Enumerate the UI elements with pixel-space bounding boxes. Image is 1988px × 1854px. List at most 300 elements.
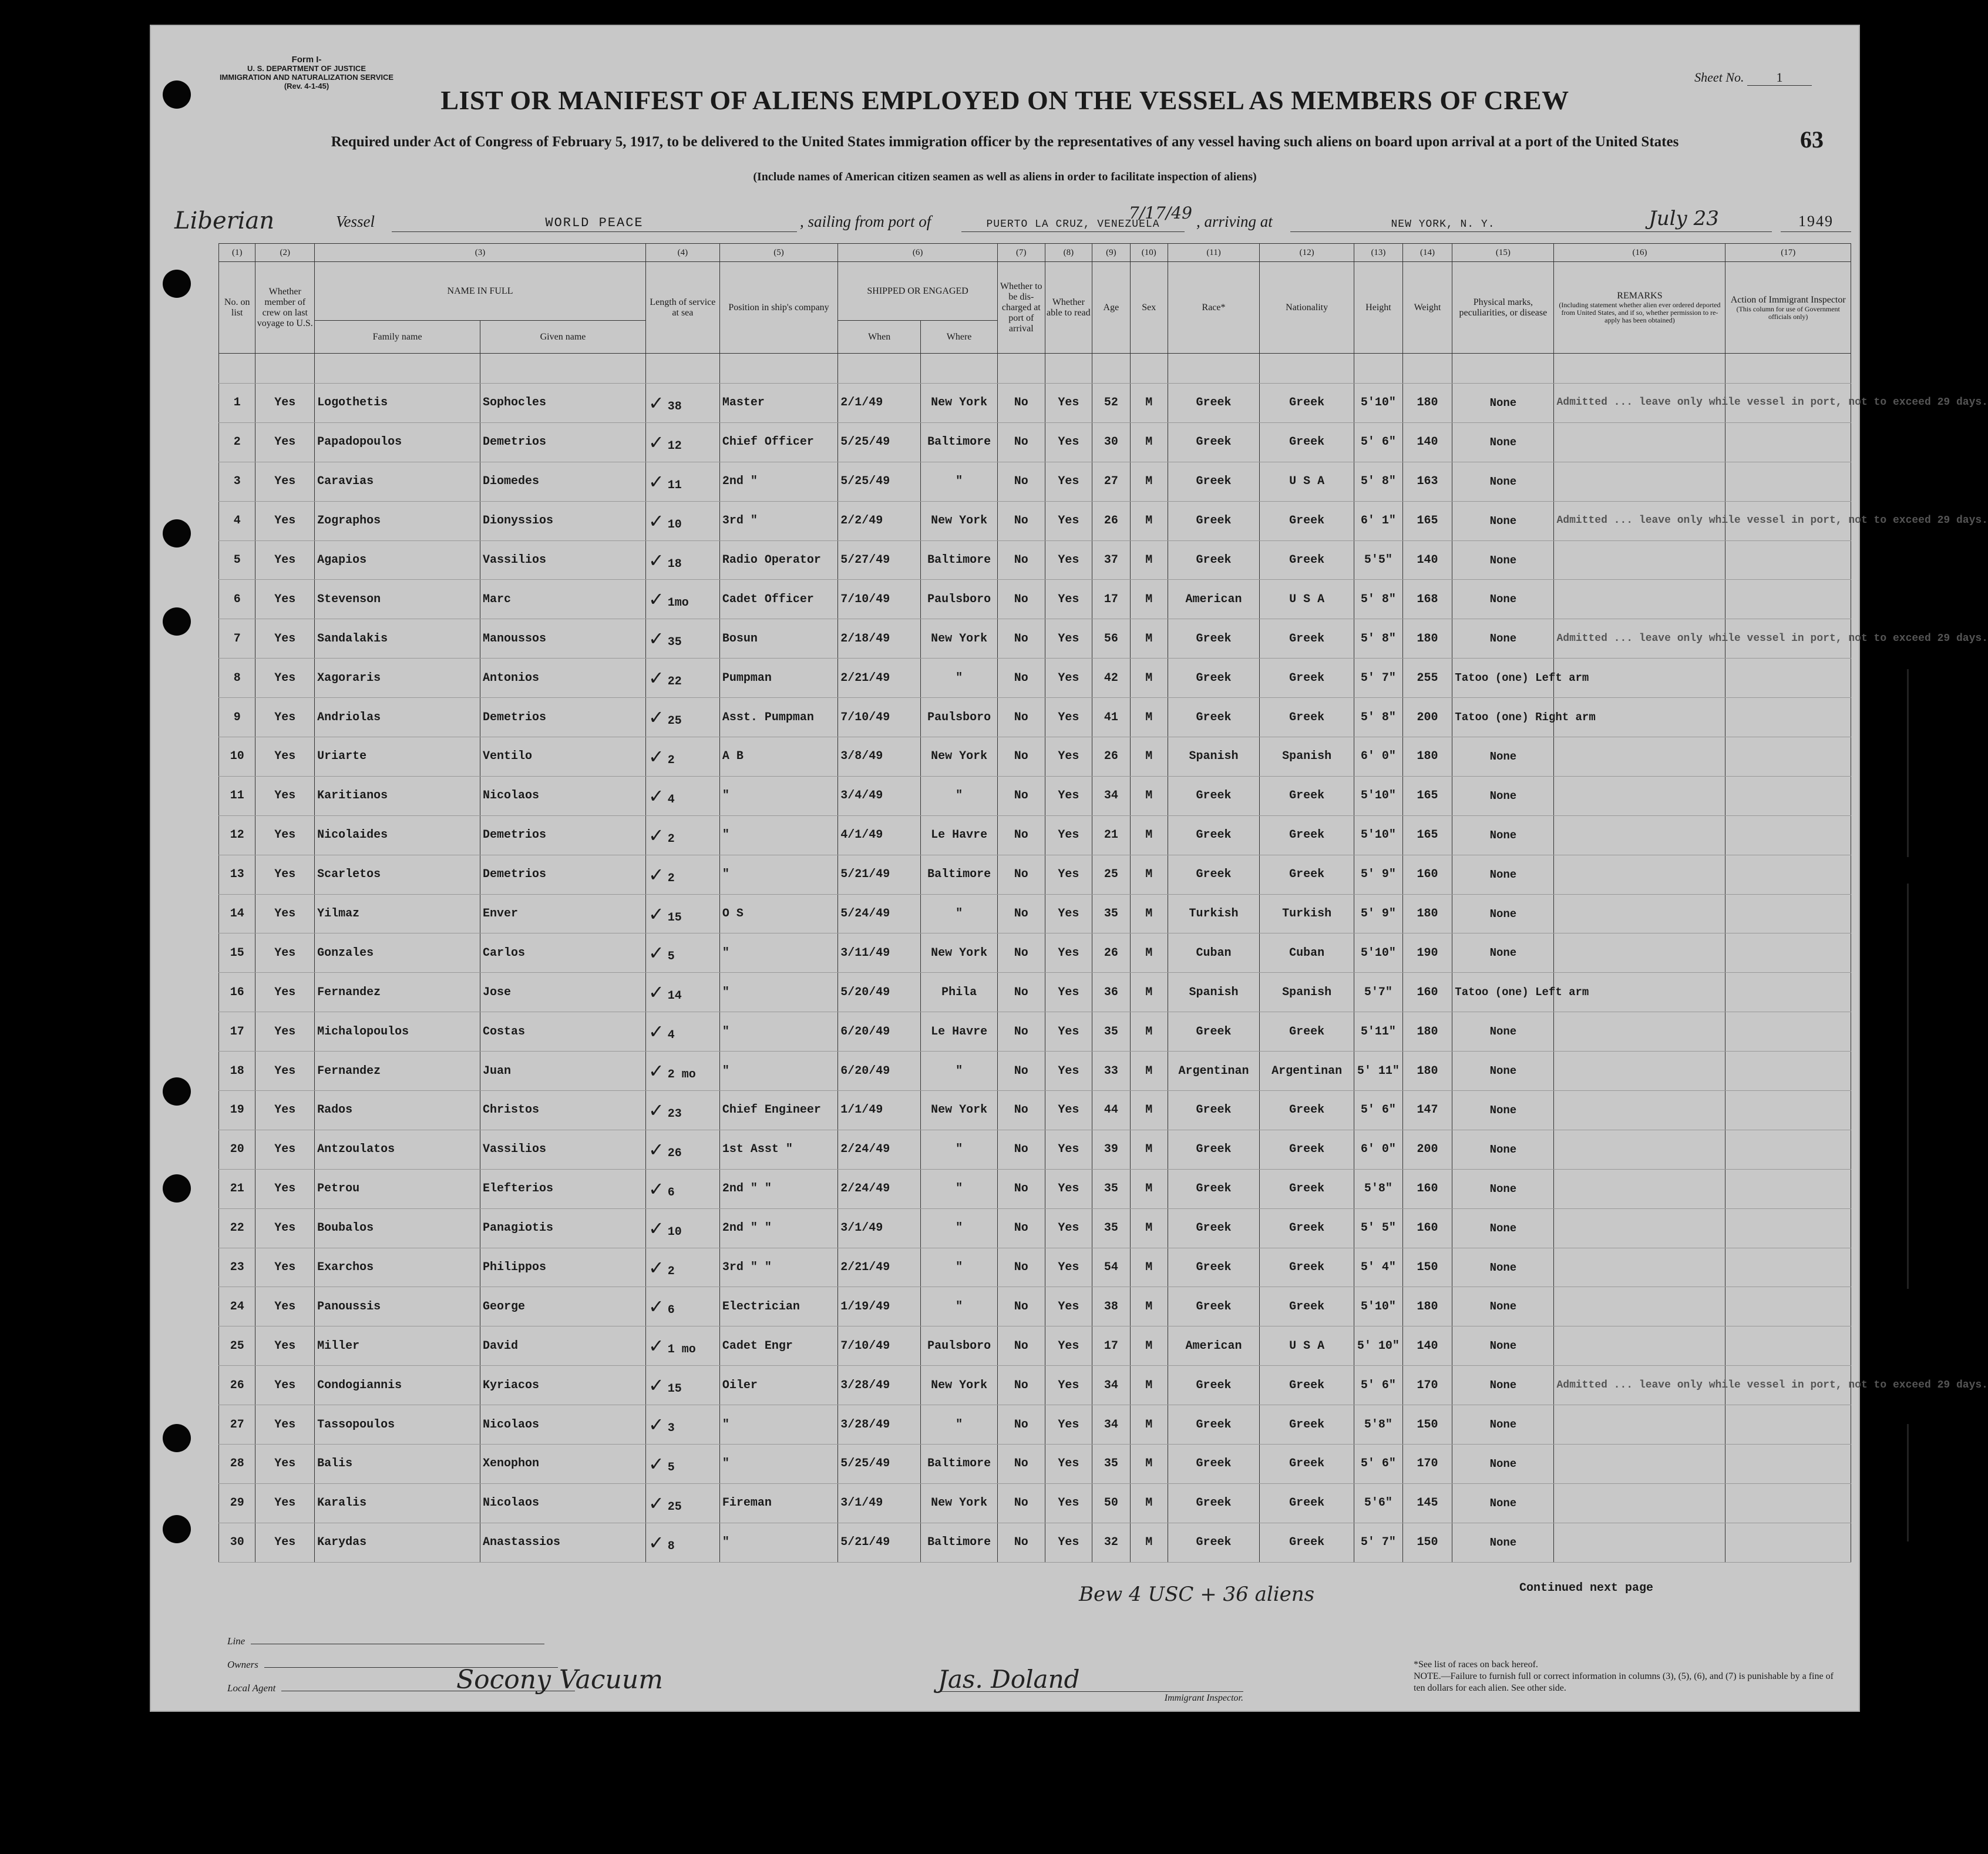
position-cell: 2nd " " — [719, 1169, 837, 1208]
inspector-label: Immigrant Inspector. — [938, 1691, 1243, 1704]
age-cell: 35 — [1092, 1208, 1130, 1248]
arriving-label: , arriving at — [1196, 213, 1273, 230]
family-name-cell: Uriarte — [315, 737, 480, 777]
family-name-cell: Agapios — [315, 540, 480, 580]
list-number-cell: 2 — [219, 422, 255, 462]
given-name-cell: Juan — [480, 1052, 646, 1091]
nationality-cell: Greek — [1260, 1208, 1354, 1248]
age-cell: 56 — [1092, 619, 1130, 659]
shipped-where-cell: " — [921, 1208, 998, 1248]
age-cell: 50 — [1092, 1483, 1130, 1523]
race-cell: Greek — [1168, 1130, 1260, 1169]
penalty-note: NOTE.—Failure to furnish full or correct information in columns (3), (5), (6), and (7) is punishable by a fine of ten dollars for each alien. See other side. — [1414, 1671, 1834, 1693]
service-value: 2 — [667, 871, 675, 885]
nationality-cell: Greek — [1260, 659, 1354, 698]
footnote — [1414, 1659, 1836, 1694]
list-number-cell: 7 — [219, 619, 255, 659]
length-of-service-cell — [645, 815, 719, 855]
height-cell: 5'5" — [1354, 540, 1403, 580]
service-value: 4 — [667, 1029, 675, 1043]
shipped-where-cell: Baltimore — [921, 540, 998, 580]
table-row — [219, 580, 1851, 619]
family-name-cell: Karydas — [315, 1523, 480, 1562]
able-to-read-cell: Yes — [1045, 501, 1092, 540]
length-of-service-cell — [645, 1130, 719, 1169]
age-cell: 21 — [1092, 815, 1130, 855]
checkmark-icon: ✓ — [648, 627, 664, 650]
table-row — [219, 1130, 1851, 1169]
weight-cell: 165 — [1402, 776, 1452, 815]
sheet-number — [1694, 70, 1812, 86]
race-cell: Greek — [1168, 1445, 1260, 1484]
family-name-cell: Boubalos — [315, 1208, 480, 1248]
vessel-label: Vessel — [336, 213, 375, 230]
nationality-cell: Greek — [1260, 1483, 1354, 1523]
position-cell: A B — [719, 737, 837, 777]
shipped-where-cell: " — [921, 1287, 998, 1326]
able-to-read-cell: Yes — [1045, 462, 1092, 501]
position-cell: 1st Asst " — [719, 1130, 837, 1169]
checkmark-icon: ✓ — [648, 824, 664, 847]
arrival-year: 1949 — [1781, 213, 1851, 232]
col-member-last-voyage: Whether member of crew on last voyage to U.S. — [255, 262, 315, 354]
nationality-cell: Spanish — [1260, 973, 1354, 1012]
blank-row — [219, 354, 1851, 384]
shipped-when-cell: 5/27/49 — [838, 540, 921, 580]
shipped-where-cell: Baltimore — [921, 855, 998, 894]
given-name-cell: Elefterios — [480, 1169, 646, 1208]
physical-marks-cell: None — [1452, 1326, 1554, 1366]
shipped-where-cell: " — [921, 1130, 998, 1169]
position-cell: " — [719, 1523, 837, 1562]
remarks-cell — [1554, 1445, 1725, 1484]
weight-cell: 140 — [1402, 1326, 1452, 1366]
height-cell: 5' 9" — [1354, 855, 1403, 894]
sex-cell: M — [1130, 1445, 1168, 1484]
shipped-when-cell: 7/10/49 — [838, 580, 921, 619]
age-cell: 36 — [1092, 973, 1130, 1012]
service-value: 10 — [667, 1225, 682, 1239]
form-revision: (Rev. 4-1-45) — [284, 82, 329, 90]
col-height: Height — [1354, 262, 1403, 354]
position-cell: 2nd " — [719, 462, 837, 501]
age-cell: 26 — [1092, 501, 1130, 540]
weight-cell: 170 — [1402, 1445, 1452, 1484]
to-be-discharged-cell: No — [998, 659, 1045, 698]
physical-marks-cell: None — [1452, 1091, 1554, 1130]
given-name-cell: Xenophon — [480, 1445, 646, 1484]
table-row — [219, 384, 1851, 423]
shipped-when-cell: 1/19/49 — [838, 1287, 921, 1326]
nationality-cell: Greek — [1260, 776, 1354, 815]
colnum-17: (17) — [1725, 244, 1851, 262]
remarks-cell — [1554, 422, 1725, 462]
age-cell: 35 — [1092, 1445, 1130, 1484]
table-row — [219, 1445, 1851, 1484]
height-cell: 5' 6" — [1354, 1445, 1403, 1484]
shipped-when-cell: 4/1/49 — [838, 815, 921, 855]
given-name-cell: Nicolaos — [480, 1405, 646, 1445]
action-instructions: (This column for use of Government officials only) — [1736, 304, 1840, 321]
height-cell: 5'8" — [1354, 1169, 1403, 1208]
given-name-cell: Demetrios — [480, 422, 646, 462]
physical-marks-cell: None — [1452, 422, 1554, 462]
able-to-read-cell: Yes — [1045, 815, 1092, 855]
race-cell: Greek — [1168, 1366, 1260, 1405]
to-be-discharged-cell: No — [998, 973, 1045, 1012]
to-be-discharged-cell: No — [998, 855, 1045, 894]
table-row — [219, 973, 1851, 1012]
member-last-voyage-cell: Yes — [255, 501, 315, 540]
able-to-read-cell: Yes — [1045, 540, 1092, 580]
action-heading: Action of Immigrant Inspector — [1730, 294, 1846, 305]
height-cell: 5' 7" — [1354, 1523, 1403, 1562]
weight-cell: 180 — [1402, 619, 1452, 659]
physical-marks-cell: None — [1452, 1169, 1554, 1208]
weight-cell: 180 — [1402, 1287, 1452, 1326]
crew-table-body — [219, 354, 1988, 1563]
shipped-when-cell: 5/24/49 — [838, 894, 921, 933]
remarks-cell — [1554, 815, 1725, 855]
list-number-cell: 11 — [219, 776, 255, 815]
physical-marks-cell: None — [1452, 580, 1554, 619]
length-of-service-cell — [645, 1483, 719, 1523]
to-be-discharged-cell: No — [998, 384, 1045, 423]
height-cell: 5' 6" — [1354, 422, 1403, 462]
length-of-service-cell — [645, 973, 719, 1012]
weight-cell: 180 — [1402, 894, 1452, 933]
service-value: 35 — [667, 636, 682, 650]
height-cell: 5'10" — [1354, 776, 1403, 815]
table-row — [219, 1523, 1851, 1562]
sex-cell: M — [1130, 1130, 1168, 1169]
sex-cell: M — [1130, 1091, 1168, 1130]
position-cell: Fireman — [719, 1483, 837, 1523]
list-number-cell: 3 — [219, 462, 255, 501]
remarks-cell — [1554, 1248, 1725, 1287]
service-value: 2 mo — [667, 1068, 696, 1082]
sex-cell: M — [1130, 855, 1168, 894]
family-name-cell: Papadopoulos — [315, 422, 480, 462]
table-row — [219, 1248, 1851, 1287]
colnum-3: (3) — [315, 244, 646, 262]
remarks-cell — [1554, 1326, 1725, 1366]
shipped-when-cell: 2/21/49 — [838, 659, 921, 698]
able-to-read-cell: Yes — [1045, 1287, 1092, 1326]
length-of-service-cell — [645, 933, 719, 973]
colnum-7: (7) — [998, 244, 1045, 262]
position-cell: " — [719, 1012, 837, 1052]
col-nationality: Nationality — [1260, 262, 1354, 354]
service-value: 11 — [667, 478, 682, 492]
height-cell: 5' 4" — [1354, 1248, 1403, 1287]
physical-marks-cell: None — [1452, 1483, 1554, 1523]
checkmark-icon: ✓ — [648, 588, 664, 611]
given-name-cell: Antonios — [480, 659, 646, 698]
family-name-cell: Zographos — [315, 501, 480, 540]
shipped-where-cell: Baltimore — [921, 1445, 998, 1484]
weight-cell: 140 — [1402, 422, 1452, 462]
given-name-cell: Diomedes — [480, 462, 646, 501]
shipped-when-cell: 3/4/49 — [838, 776, 921, 815]
col-shipped-engaged: SHIPPED OR ENGAGED — [838, 262, 998, 321]
member-last-voyage-cell: Yes — [255, 973, 315, 1012]
sex-cell: M — [1130, 1169, 1168, 1208]
shipped-when-cell: 3/1/49 — [838, 1483, 921, 1523]
to-be-discharged-cell: No — [998, 1248, 1045, 1287]
able-to-read-cell: Yes — [1045, 659, 1092, 698]
table-row — [219, 1012, 1851, 1052]
given-name-cell: Manoussos — [480, 619, 646, 659]
age-cell: 42 — [1092, 659, 1130, 698]
col-no-on-list: No. on list — [219, 262, 255, 354]
sex-cell: M — [1130, 1012, 1168, 1052]
sex-cell: M — [1130, 580, 1168, 619]
checkmark-icon: ✓ — [648, 1217, 664, 1240]
service-value: 8 — [667, 1539, 675, 1553]
given-name-cell: George — [480, 1287, 646, 1326]
given-name-cell: Panagiotis — [480, 1208, 646, 1248]
physical-marks-cell: None — [1452, 1012, 1554, 1052]
race-cell: Greek — [1168, 462, 1260, 501]
height-cell: 5'11" — [1354, 1012, 1403, 1052]
checkmark-icon: ✓ — [648, 1177, 664, 1200]
table-row — [219, 1208, 1851, 1248]
remarks-cell — [1554, 1523, 1725, 1562]
weight-cell: 163 — [1402, 462, 1452, 501]
list-number-cell: 17 — [219, 1012, 255, 1052]
page-subnote: (Include names of American citizen seamen as well as aliens in order to facilitate inspection of aliens) — [753, 170, 1257, 183]
page-subtitle: Required under Act of Congress of February 5, 1917, to be delivered to the United States immigration officer by the representatives of any vessel having such aliens on board upon arrival at a port of the United States — [331, 134, 1679, 150]
length-of-service-cell — [645, 1366, 719, 1405]
list-number-cell: 13 — [219, 855, 255, 894]
position-cell: " — [719, 1445, 837, 1484]
table-row — [219, 933, 1851, 973]
length-of-service-cell — [645, 540, 719, 580]
position-cell: O S — [719, 894, 837, 933]
inspector-action-cell — [1725, 659, 1851, 698]
length-of-service-cell — [645, 894, 719, 933]
list-number-cell: 26 — [219, 1366, 255, 1405]
weight-cell: 190 — [1402, 933, 1452, 973]
age-cell: 26 — [1092, 933, 1130, 973]
col-action-inspector — [1725, 262, 1851, 354]
position-cell: Oiler — [719, 1366, 837, 1405]
inspector-action-cell — [1725, 422, 1851, 462]
remarks-cell — [1554, 1169, 1725, 1208]
sheet-number-value: 1 — [1747, 70, 1812, 86]
to-be-discharged-cell: No — [998, 933, 1045, 973]
position-cell: " — [719, 973, 837, 1012]
height-cell: 5' 8" — [1354, 462, 1403, 501]
sex-cell: M — [1130, 1248, 1168, 1287]
able-to-read-cell: Yes — [1045, 1405, 1092, 1445]
weight-cell: 165 — [1402, 501, 1452, 540]
nationality-cell: Spanish — [1260, 737, 1354, 777]
family-name-cell: Fernandez — [315, 973, 480, 1012]
given-name-cell: Enver — [480, 894, 646, 933]
shipped-when-cell: 3/28/49 — [838, 1405, 921, 1445]
agent-signature: Socony Vacuum — [456, 1665, 663, 1695]
shipped-where-cell: " — [921, 1405, 998, 1445]
shipped-when-cell: 2/24/49 — [838, 1130, 921, 1169]
member-last-voyage-cell: Yes — [255, 384, 315, 423]
col-name-in-full: NAME IN FULL — [315, 262, 646, 321]
given-name-cell: Dionyssios — [480, 501, 646, 540]
weight-cell: 150 — [1402, 1523, 1452, 1562]
checkmark-icon: ✓ — [648, 431, 664, 454]
weight-cell: 170 — [1402, 1366, 1452, 1405]
height-cell: 5' 8" — [1354, 698, 1403, 737]
sex-cell: M — [1130, 894, 1168, 933]
able-to-read-cell: Yes — [1045, 1091, 1092, 1130]
col-age: Age — [1092, 262, 1130, 354]
length-of-service-cell — [645, 580, 719, 619]
weight-cell: 200 — [1402, 1130, 1452, 1169]
to-be-discharged-cell: No — [998, 1326, 1045, 1366]
remarks-cell — [1554, 1012, 1725, 1052]
sex-cell: M — [1130, 815, 1168, 855]
table-row — [219, 540, 1851, 580]
service-value: 14 — [667, 989, 682, 1003]
colnum-4: (4) — [645, 244, 719, 262]
able-to-read-cell: Yes — [1045, 698, 1092, 737]
physical-marks-cell: None — [1452, 1287, 1554, 1326]
given-name-cell: Carlos — [480, 933, 646, 973]
given-name-cell: Vassilios — [480, 540, 646, 580]
checkmark-icon: ✓ — [648, 1531, 664, 1554]
shipped-where-cell: New York — [921, 1483, 998, 1523]
inspector-action-cell — [1725, 1208, 1851, 1248]
shipped-where-cell: New York — [921, 619, 998, 659]
shipped-when-cell: 2/21/49 — [838, 1248, 921, 1287]
punch-hole — [163, 80, 191, 109]
remarks-cell — [1554, 776, 1725, 815]
remarks-cell — [1554, 462, 1725, 501]
race-cell: American — [1168, 580, 1260, 619]
age-cell: 26 — [1092, 737, 1130, 777]
service-name: IMMIGRATION AND NATURALIZATION SERVICE — [219, 73, 394, 82]
table-row — [219, 422, 1851, 462]
position-cell: " — [719, 776, 837, 815]
header-row-1 — [219, 262, 1851, 321]
member-last-voyage-cell: Yes — [255, 815, 315, 855]
shipped-where-cell: " — [921, 1052, 998, 1091]
checkmark-icon: ✓ — [648, 1099, 664, 1121]
able-to-read-cell: Yes — [1045, 1523, 1092, 1562]
physical-marks-cell: None — [1452, 1405, 1554, 1445]
age-cell: 41 — [1092, 698, 1130, 737]
family-name-cell: Exarchos — [315, 1248, 480, 1287]
to-be-discharged-cell: No — [998, 501, 1045, 540]
nationality-cell: Greek — [1260, 1169, 1354, 1208]
punch-hole — [163, 607, 191, 636]
colnum-8: (8) — [1045, 244, 1092, 262]
physical-marks-cell: None — [1452, 1052, 1554, 1091]
shipped-where-cell: " — [921, 894, 998, 933]
nationality-cell: U S A — [1260, 1326, 1354, 1366]
shipped-when-cell: 5/25/49 — [838, 462, 921, 501]
member-last-voyage-cell: Yes — [255, 1287, 315, 1326]
to-be-discharged-cell: No — [998, 1405, 1045, 1445]
given-name-cell: David — [480, 1326, 646, 1366]
race-cell: Greek — [1168, 1208, 1260, 1248]
physical-marks-cell: None — [1452, 462, 1554, 501]
service-value: 2 — [667, 832, 675, 846]
to-be-discharged-cell: No — [998, 580, 1045, 619]
shipped-when-cell: 7/10/49 — [838, 1326, 921, 1366]
service-value: 25 — [667, 1500, 682, 1514]
table-row — [219, 462, 1851, 501]
inspector-action-cell — [1725, 776, 1851, 815]
age-cell: 32 — [1092, 1523, 1130, 1562]
age-cell: 54 — [1092, 1248, 1130, 1287]
shipped-where-cell: Le Havre — [921, 815, 998, 855]
sex-cell: M — [1130, 659, 1168, 698]
checkmark-icon: ✓ — [648, 1256, 664, 1279]
shipped-when-cell: 2/24/49 — [838, 1169, 921, 1208]
family-name-cell: Panoussis — [315, 1287, 480, 1326]
family-name-cell: Sandalakis — [315, 619, 480, 659]
department-name: U. S. DEPARTMENT OF JUSTICE — [247, 64, 366, 73]
inspector-action-cell — [1725, 1326, 1851, 1366]
weight-cell: 180 — [1402, 1012, 1452, 1052]
remarks-cell: Admitted ... leave only while vessel in port, not to exceed 29 days. — [1554, 619, 1725, 659]
able-to-read-cell: Yes — [1045, 1130, 1092, 1169]
length-of-service-cell — [645, 462, 719, 501]
service-value: 5 — [667, 950, 675, 964]
physical-marks-cell: None — [1452, 1366, 1554, 1405]
table-row — [219, 1169, 1851, 1208]
inspector-action-cell — [1725, 1483, 1851, 1523]
table-row — [219, 1405, 1851, 1445]
able-to-read-cell: Yes — [1045, 894, 1092, 933]
owners-label: Owners — [227, 1659, 258, 1670]
nationality-cell: Greek — [1260, 1405, 1354, 1445]
height-cell: 5'10" — [1354, 384, 1403, 423]
race-cell: Greek — [1168, 540, 1260, 580]
list-number-cell: 19 — [219, 1091, 255, 1130]
nationality-cell: Greek — [1260, 1130, 1354, 1169]
col-race: Race* — [1168, 262, 1260, 354]
physical-marks-cell: None — [1452, 1130, 1554, 1169]
weight-cell: 147 — [1402, 1091, 1452, 1130]
position-cell: " — [719, 855, 837, 894]
length-of-service-cell — [645, 1445, 719, 1484]
given-name-cell: Marc — [480, 580, 646, 619]
height-cell: 5' 6" — [1354, 1366, 1403, 1405]
height-cell: 6' 1" — [1354, 501, 1403, 540]
line-label: Line — [227, 1635, 245, 1647]
column-number-row — [219, 244, 1851, 262]
weight-cell: 150 — [1402, 1405, 1452, 1445]
nationality-cell: Argentinan — [1260, 1052, 1354, 1091]
family-name-cell: Nicolaides — [315, 815, 480, 855]
able-to-read-cell: Yes — [1045, 1445, 1092, 1484]
list-number-cell: 29 — [219, 1483, 255, 1523]
shipped-where-cell: Paulsboro — [921, 698, 998, 737]
remarks-cell — [1554, 933, 1725, 973]
remarks-cell — [1554, 1483, 1725, 1523]
member-last-voyage-cell: Yes — [255, 933, 315, 973]
family-name-cell: Xagoraris — [315, 659, 480, 698]
shipped-where-cell: " — [921, 1248, 998, 1287]
punch-hole — [163, 1174, 191, 1203]
length-of-service-cell — [645, 1208, 719, 1248]
given-name-cell: Demetrios — [480, 815, 646, 855]
member-last-voyage-cell: Yes — [255, 737, 315, 777]
inspector-action-cell — [1725, 933, 1851, 973]
